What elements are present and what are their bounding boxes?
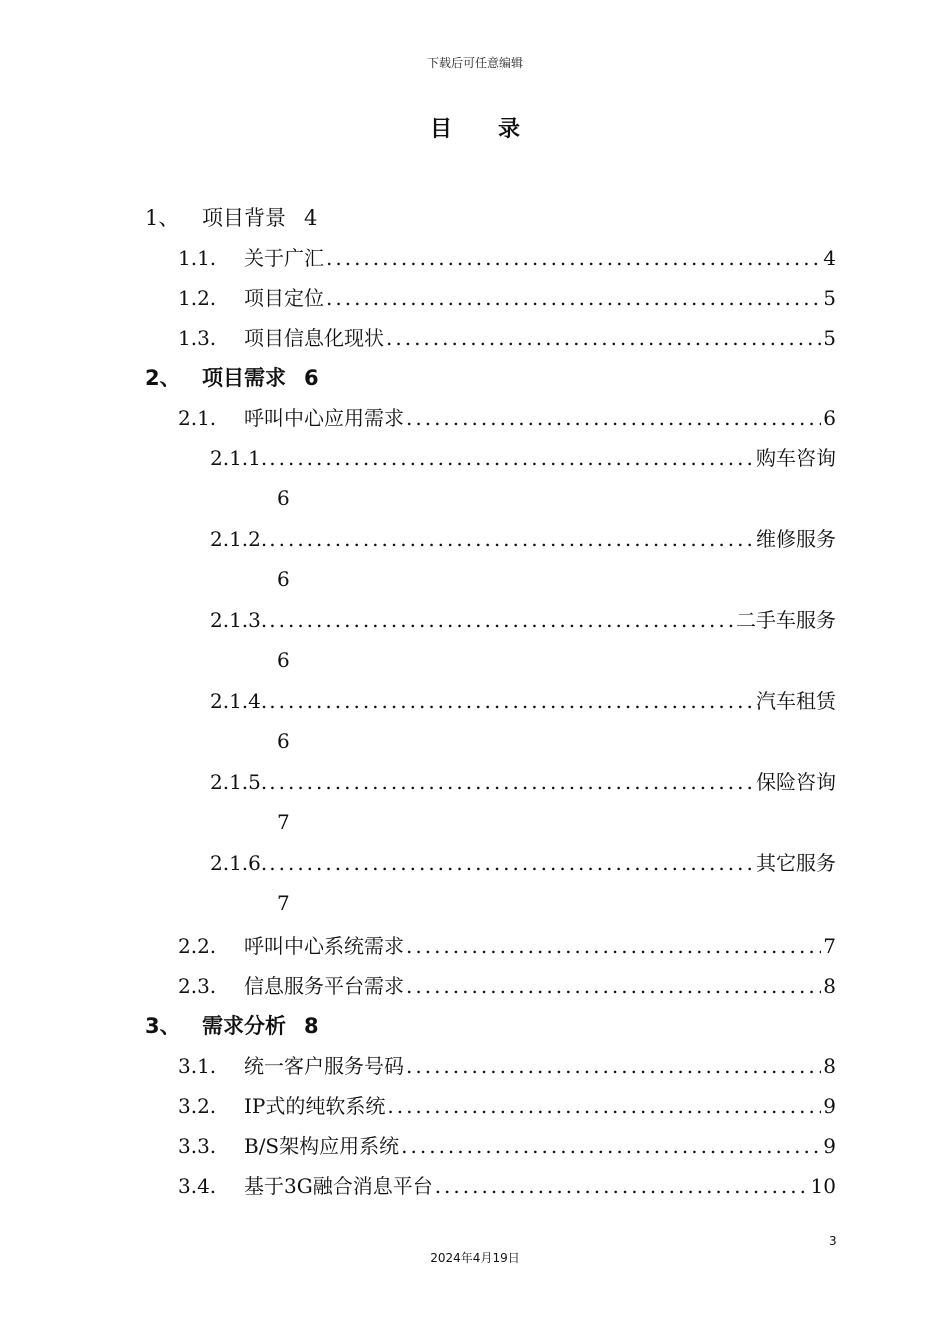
toc-entry-page: 9	[823, 1134, 836, 1158]
toc-entry-title: IP式的纯软系统	[244, 1094, 386, 1118]
toc-entry-2-1-4[interactable]	[0, 687, 950, 715]
toc-entry-number: 2.1.3.	[210, 608, 268, 632]
toc-entry-number: 3.1.	[178, 1054, 217, 1078]
dot-leader	[269, 687, 754, 715]
toc-entry-title: 统一客户服务号码	[244, 1054, 404, 1078]
dot-leader	[406, 932, 821, 960]
dot-leader	[326, 244, 821, 272]
toc-entry-2-1[interactable]	[0, 404, 950, 432]
toc-entry-title: 项目背景	[202, 206, 286, 230]
dot-leader	[406, 404, 821, 432]
dot-leader	[269, 768, 754, 796]
toc-entry-number: 2.1.5.	[210, 770, 268, 794]
toc-entry-page: 8	[823, 1054, 836, 1078]
toc-entry-title: 基于3G融合消息平台	[244, 1174, 433, 1198]
toc-entry-number: 1.2.	[178, 286, 217, 310]
toc-entry-number: 2.1.1.	[210, 446, 268, 470]
dot-leader	[269, 525, 754, 553]
toc-entry-2-3[interactable]	[0, 972, 950, 1000]
page-number: 3	[829, 1234, 837, 1248]
toc-entry-page: 8	[823, 974, 836, 998]
toc-entry-3-3[interactable]	[0, 1132, 950, 1160]
toc-title-char-2: 录	[498, 117, 521, 142]
toc-entry-number: 1.1.	[178, 246, 217, 270]
toc-entry-page: 5	[823, 326, 836, 350]
toc-entry-title: 关于广汇	[244, 246, 324, 270]
toc-entry-1[interactable]	[0, 204, 950, 232]
toc-entry-1-2[interactable]	[0, 284, 950, 312]
page-footer-date: 2024年4月19日	[430, 1251, 520, 1265]
toc-entry-page: 6	[277, 486, 290, 510]
toc-title	[0, 112, 950, 143]
dot-leader	[406, 972, 821, 1000]
dot-leader	[401, 1132, 821, 1160]
toc-entry-page: 9	[823, 1094, 836, 1118]
toc-entry-page: 4	[304, 206, 318, 230]
toc-entry-2-1-1[interactable]	[0, 444, 950, 472]
toc-entry-page: 6	[277, 567, 290, 591]
toc-entry-title: 项目需求	[202, 366, 286, 390]
toc-entry-title: 项目信息化现状	[244, 326, 384, 350]
dot-leader	[387, 1092, 821, 1120]
toc-entry-title: 维修服务	[756, 527, 836, 551]
toc-entry-page: 7	[277, 810, 290, 834]
dot-leader	[386, 324, 821, 352]
toc-entry-title: 购车咨询	[756, 446, 836, 470]
toc-entry-2-1-3[interactable]	[0, 606, 950, 634]
toc-entry-number: 1.3.	[178, 326, 217, 350]
toc-entry-number: 2.1.4.	[210, 689, 268, 713]
toc-entry-3-2[interactable]	[0, 1092, 950, 1120]
toc-entry-2-1-2[interactable]	[0, 525, 950, 553]
toc-entry-number: 3.3.	[178, 1134, 217, 1158]
dot-leader	[269, 849, 754, 877]
toc-entry-page: 7	[823, 934, 836, 958]
toc-entry-number: 2.1.6.	[210, 851, 268, 875]
toc-title-char-1: 目	[429, 117, 452, 142]
toc-entry-2-2[interactable]	[0, 932, 950, 960]
toc-entry-3[interactable]	[0, 1012, 950, 1040]
toc-entry-number: 3.4.	[178, 1174, 217, 1198]
toc-entry-page: 4	[823, 246, 836, 270]
toc-entry-page: 7	[277, 891, 290, 915]
toc-entry-title: 呼叫中心应用需求	[244, 406, 404, 430]
dot-leader	[406, 1052, 821, 1080]
toc-entry-number: 2.1.	[178, 406, 217, 430]
toc-entry-2-1-5[interactable]	[0, 768, 950, 796]
toc-entry-1-3[interactable]	[0, 324, 950, 352]
toc-entry-page: 8	[304, 1014, 319, 1038]
toc-entry-title: 汽车租赁	[756, 689, 836, 713]
toc-entry-page: 5	[823, 286, 836, 310]
toc-entry-2-1-6[interactable]	[0, 849, 950, 877]
toc-entry-title: B/S架构应用系统	[244, 1134, 400, 1158]
toc-entry-number: 2.2.	[178, 934, 217, 958]
toc-entry-page: 6	[277, 729, 290, 753]
toc-entry-number: 2、	[145, 366, 181, 390]
toc-entry-number: 2.1.2.	[210, 527, 268, 551]
toc-entry-title: 二手车服务	[736, 608, 836, 632]
toc-entry-title: 呼叫中心系统需求	[244, 934, 404, 958]
toc-entry-title: 其它服务	[756, 851, 836, 875]
toc-entry-2[interactable]	[0, 364, 950, 392]
toc-entry-page: 6	[304, 366, 319, 390]
dot-leader	[269, 444, 754, 472]
dot-leader	[435, 1172, 809, 1200]
toc-entry-title: 保险咨询	[756, 770, 836, 794]
toc-entry-title: 信息服务平台需求	[244, 974, 404, 998]
toc-entry-number: 3.2.	[178, 1094, 217, 1118]
toc-entry-page: 6	[823, 406, 836, 430]
toc-entry-title: 项目定位	[244, 286, 324, 310]
toc-entry-1-1[interactable]	[0, 244, 950, 272]
dot-leader	[269, 606, 734, 634]
toc-entry-page: 6	[277, 648, 290, 672]
toc-entry-number: 2.3.	[178, 974, 217, 998]
toc-entry-page: 10	[810, 1174, 836, 1198]
toc-entry-3-4[interactable]	[0, 1172, 950, 1200]
toc-entry-title: 需求分析	[202, 1014, 286, 1038]
toc-entry-3-1[interactable]	[0, 1052, 950, 1080]
toc-entry-number: 3、	[145, 1014, 181, 1038]
dot-leader	[326, 284, 821, 312]
toc-entry-number: 1、	[145, 206, 180, 230]
page-header: 下载后可任意编辑	[426, 56, 523, 70]
